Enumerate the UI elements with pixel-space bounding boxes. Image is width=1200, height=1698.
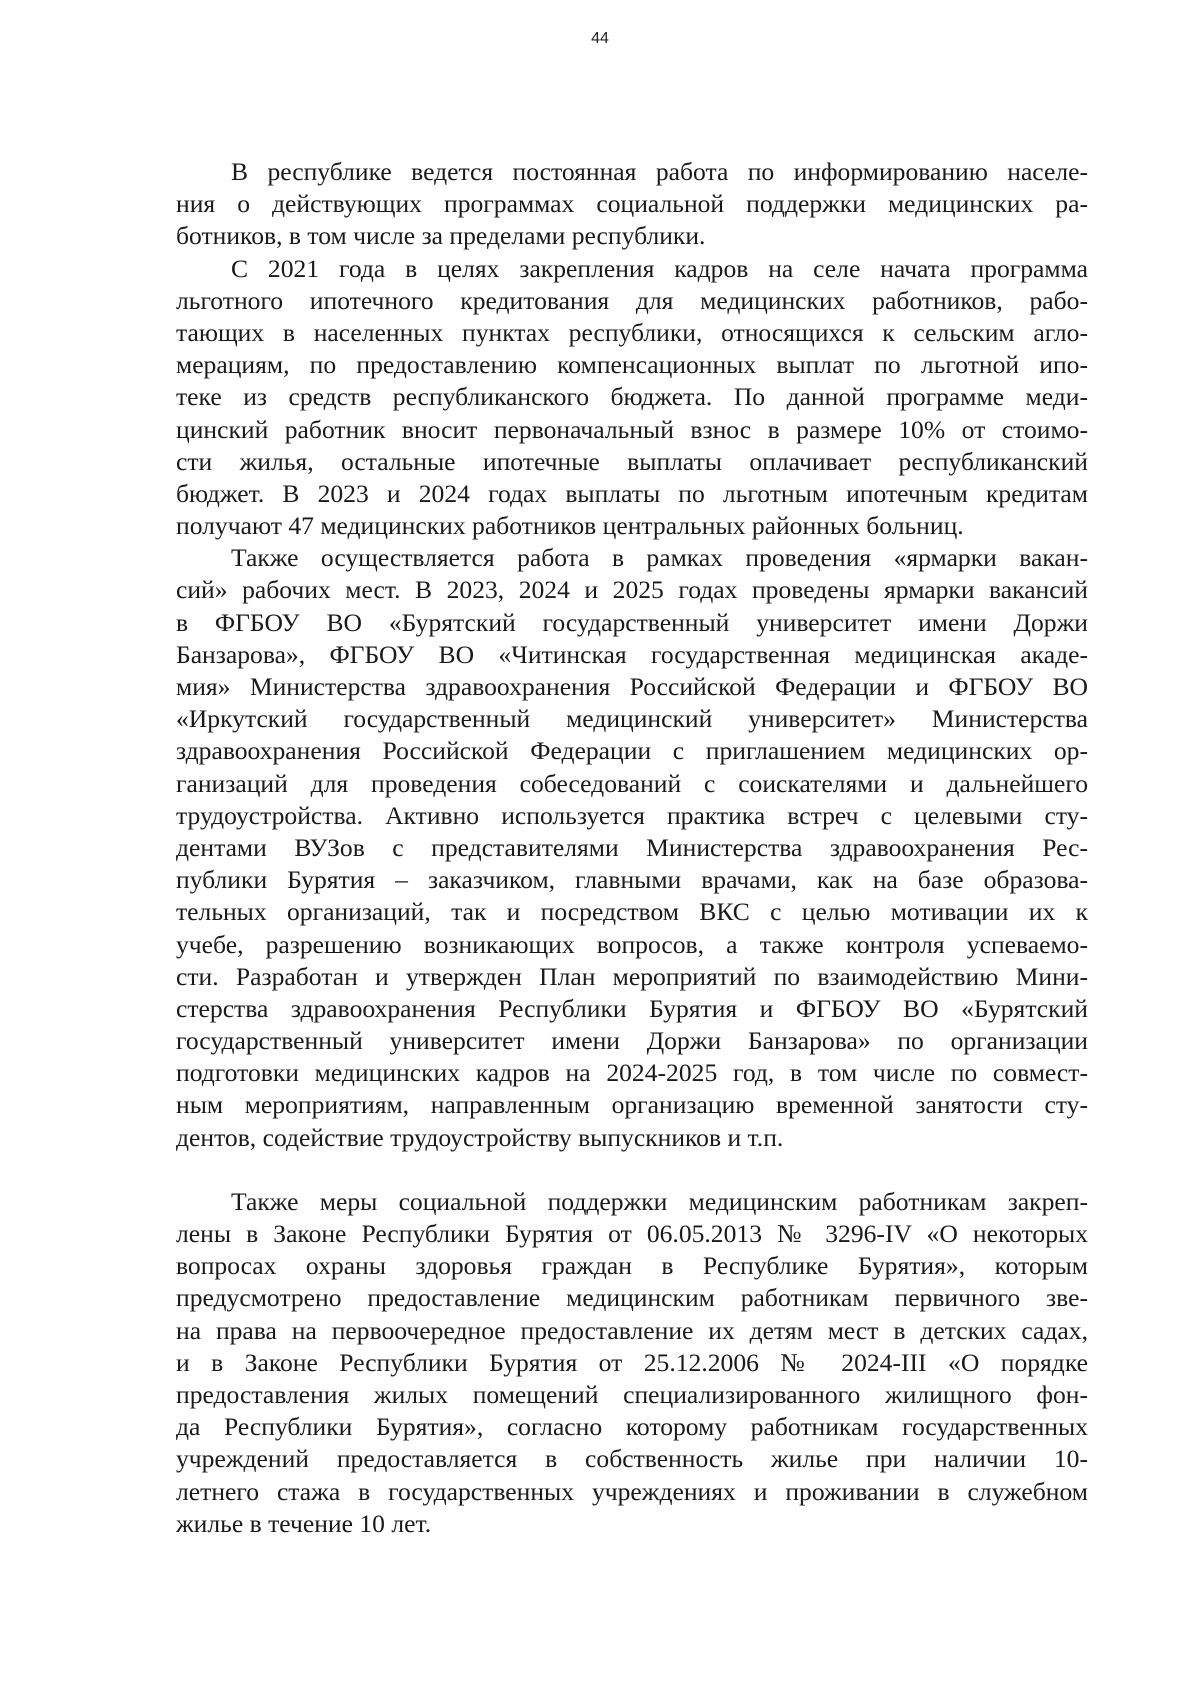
page-number: 44	[591, 30, 609, 47]
text-line: тающих в населенных пунктах республики, относящихся к сельским агло-	[176, 317, 1088, 347]
text-line: В республике ведется постоянная работа по информированию населе-	[231, 157, 1088, 186]
text-line: ным мероприятиям, направленным организацию временной занятости сту-	[176, 1090, 1088, 1120]
text-line: мия» Министерства здравоохранения Российской Федерации и ФГБОУ ВО	[176, 672, 1088, 701]
text-line: бюджет. В 2023 и 2024 годах выплаты по льготным ипотечным кредитам	[176, 478, 1088, 508]
text-line: сти. Разработан и утвержден План мероприятий по взаимодействию Мини-	[176, 961, 1088, 991]
text-line: да Республики Бурятия», согласно которому работникам государственных	[176, 1412, 1088, 1442]
text-line: льготного ипотечного кредитования для медицинских работников, рабо-	[176, 285, 1088, 315]
text-line: подготовки медицинских кадров на 2024-2025 год, в том числе по совмест-	[176, 1058, 1088, 1088]
text-line: летнего стажа в государственных учреждениях и проживании в служебном	[176, 1476, 1088, 1506]
text-line: предоставления жилых помещений специализированного жилищного фон-	[176, 1379, 1088, 1409]
text-line: ботников, в том числе за пределами республики.	[176, 221, 706, 251]
text-line: государственный университет имени Доржи Банзарова» по организации	[176, 1026, 1088, 1056]
paragraph	[176, 1186, 1088, 1540]
text-line: здравоохранения Российской Федерации с приглашением медицинских ор-	[176, 736, 1088, 766]
text-line: тельных организаций, так и посредством ВКС с целью мотивации их к	[176, 897, 1088, 927]
text-line: трудоустройства. Активно используется практика встреч с целевыми сту-	[176, 800, 1088, 830]
paragraph	[176, 253, 1088, 543]
text-line: дентами ВУЗов с представителями Министерства здравоохранения Рес-	[176, 832, 1088, 862]
text-line: публики Бурятия – заказчиком, главными врачами, как на базе образова-	[176, 865, 1088, 895]
text-line: сти жилья, остальные ипотечные выплаты оплачивает республиканский	[176, 446, 1088, 476]
text-line: стерства здравоохранения Республики Бурятия и ФГБОУ ВО «Бурятский	[176, 993, 1088, 1023]
text-line: учреждений предоставляется в собственность жилье при наличии 10-	[176, 1444, 1088, 1474]
text-line: ганизаций для проведения собеседований с соискателями и дальнейшего	[176, 768, 1088, 798]
text-line: вопросах охраны здоровья граждан в Республике Бурятия», которым	[176, 1251, 1088, 1281]
document-body	[176, 156, 1088, 1540]
paragraph-gap	[176, 1154, 1088, 1186]
text-line: на права на первоочередное предоставление их детям мест в детских садах,	[176, 1315, 1088, 1345]
text-line: жилье в течение 10 лет.	[176, 1508, 432, 1538]
text-line: сий» рабочих мест. В 2023, 2024 и 2025 годах проведены ярмарки вакансий	[176, 575, 1088, 605]
text-line: цинский работник вносит первоначальный взнос в размере 10% от стоимо-	[176, 414, 1088, 444]
text-line: и в Законе Республики Бурятия от 25.12.2006 № 2024-III «О порядке	[176, 1347, 1088, 1377]
text-line: Также меры социальной поддержки медицинским работникам закреп-	[231, 1186, 1088, 1216]
text-line: учебе, разрешению возникающих вопросов, а также контроля успеваемо-	[176, 929, 1088, 959]
text-line: предусмотрено предоставление медицинским работникам первичного зве-	[176, 1283, 1088, 1313]
text-line: лены в Законе Республики Бурятия от 06.05.2013 № 3296-IV «О некоторых	[176, 1219, 1088, 1248]
text-line: Банзарова», ФГБОУ ВО «Читинская государственная медицинская акаде-	[176, 639, 1088, 669]
paragraph	[176, 156, 1088, 253]
paragraph	[176, 542, 1088, 1154]
text-line: теке из средств республиканского бюджета. По данной программе меди-	[176, 382, 1088, 412]
text-line: в ФГБОУ ВО «Бурятский государственный университет имени Доржи	[176, 607, 1088, 637]
text-line: ния о действующих программах социальной поддержки медицинских ра-	[176, 189, 1088, 219]
text-line: С 2021 года в целях закрепления кадров на селе начата программа	[231, 253, 1088, 283]
text-line: Также осуществляется работа в рамках проведения «ярмарки вакан-	[231, 543, 1088, 573]
text-line: мерациям, по предоставлению компенсационных выплат по льготной ипо-	[176, 350, 1088, 380]
text-line: получают 47 медицинских работников центральных районных больниц.	[176, 511, 964, 541]
text-line: дентов, содействие трудоустройству выпускников и т.п.	[176, 1122, 784, 1152]
text-line: «Иркутский государственный медицинский университет» Министерства	[176, 704, 1088, 734]
